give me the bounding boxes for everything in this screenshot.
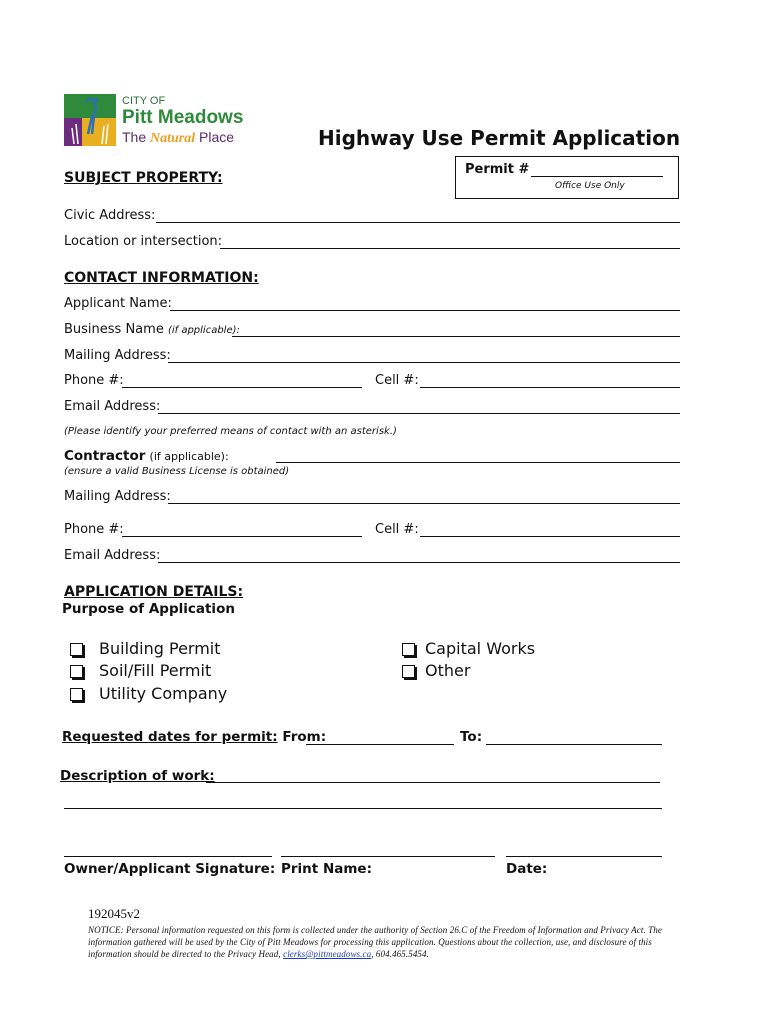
cell-field[interactable] — [420, 387, 680, 388]
contractor-mailing-label: Mailing Address: — [64, 489, 171, 504]
option-label: Soil/Fill Permit — [99, 661, 212, 680]
applicant-name-field[interactable] — [170, 310, 680, 311]
contractor-phone-label: Phone #: — [64, 522, 124, 537]
logo-city-of: CITY OF — [122, 95, 166, 107]
to-date-field[interactable] — [486, 744, 662, 745]
checkbox-icon[interactable] — [70, 643, 83, 656]
location-label: Location or intersection: — [64, 234, 223, 249]
permit-number-label: Permit # — [465, 162, 530, 177]
option-utility-company[interactable] — [70, 684, 227, 704]
contact-heading: CONTACT INFORMATION: — [64, 270, 259, 286]
mailing-address-field[interactable] — [168, 362, 680, 363]
contractor-mailing-field[interactable] — [168, 503, 680, 504]
logo-tagline — [122, 129, 234, 147]
contractor-email-field[interactable] — [158, 562, 680, 563]
option-soil-fill-permit[interactable] — [70, 661, 211, 681]
requested-dates-label — [62, 729, 326, 745]
checkbox-icon[interactable] — [402, 665, 415, 678]
phone-label: Phone #: — [64, 373, 124, 388]
option-label: Utility Company — [99, 684, 228, 703]
license-note: (ensure a valid Business License is obtained) — [64, 466, 290, 477]
from-date-field[interactable] — [306, 744, 454, 745]
application-heading: APPLICATION DETAILS: — [64, 584, 244, 600]
location-field[interactable] — [220, 248, 680, 249]
checkbox-icon[interactable] — [402, 643, 415, 656]
logo-tag-natural: Natural — [150, 131, 196, 146]
logo-tag-the: The — [122, 129, 147, 145]
business-name-text: Business Name — [64, 322, 164, 337]
checkbox-icon[interactable] — [70, 688, 83, 701]
contractor-cell-label: Cell #: — [375, 522, 419, 537]
email-label: Email Address: — [64, 399, 161, 414]
phone-field[interactable] — [122, 387, 362, 388]
heron-logo-icon — [64, 94, 116, 146]
option-label: Capital Works — [425, 639, 536, 658]
owner-signature-label: Owner/Applicant Signature: — [64, 861, 276, 877]
contractor-email-label: Email Address: — [64, 548, 161, 563]
option-label: Building Permit — [99, 639, 221, 658]
applicant-name-label: Applicant Name: — [64, 296, 172, 311]
logo-tag-place: Place — [199, 129, 235, 145]
dates-label: Requested dates for permit: — [62, 729, 278, 745]
office-use-note: Office Use Only — [555, 181, 625, 191]
business-name-label — [64, 322, 240, 339]
city-logo — [64, 94, 274, 150]
page-title: Highway Use Permit Application — [318, 126, 681, 150]
business-name-note: (if applicable): — [167, 325, 240, 336]
date-line[interactable] — [506, 856, 662, 857]
permit-number-field[interactable] — [531, 176, 663, 177]
print-name-line[interactable] — [281, 856, 495, 857]
option-label: Other — [425, 661, 471, 680]
civic-address-label: Civic Address: — [64, 208, 156, 223]
signature-line[interactable] — [64, 856, 272, 857]
contractor-label — [64, 448, 229, 465]
purpose-label: Purpose of Application — [62, 601, 235, 617]
mailing-address-label: Mailing Address: — [64, 348, 171, 363]
notice-text: NOTICE: Personal information requested on this form is collected under the authority of Section 26.C of the Freedom of Information and Privacy Act. The information gathered will be used by the City of Pitt Meadows for processing this application. Questions about the collection, use, and disclosure of this information should be directed to the Privacy Head, — [88, 925, 662, 959]
print-name-label: Print Name: — [281, 861, 372, 877]
from-label: From: — [282, 729, 327, 745]
privacy-phone: , 604.465.5454. — [371, 949, 429, 959]
privacy-notice — [88, 924, 678, 960]
option-building-permit[interactable] — [70, 639, 221, 659]
business-name-field[interactable] — [232, 336, 680, 337]
contractor-text: Contractor — [64, 448, 146, 464]
description-field-line-1[interactable] — [206, 782, 660, 783]
permit-box — [455, 156, 679, 199]
contractor-cell-field[interactable] — [420, 536, 680, 537]
form-code: 192045v2 — [88, 906, 140, 921]
contractor-field[interactable] — [276, 462, 680, 463]
description-field-line-2[interactable] — [64, 808, 662, 809]
email-field[interactable] — [158, 413, 680, 414]
description-label: Description of work: — [60, 768, 215, 784]
subject-property-heading: SUBJECT PROPERTY: — [64, 170, 223, 186]
contractor-phone-field[interactable] — [122, 536, 362, 537]
date-label: Date: — [506, 861, 548, 877]
contractor-note: (if applicable): — [149, 450, 229, 463]
option-other[interactable] — [402, 661, 470, 681]
contact-preference-note: (Please identify your preferred means of contact with an asterisk.) — [64, 426, 397, 437]
privacy-email-link[interactable]: clerks@pittmeadows.ca — [283, 949, 372, 959]
to-label: To: — [460, 729, 483, 745]
checkbox-icon[interactable] — [70, 665, 83, 678]
civic-address-field[interactable] — [156, 222, 680, 223]
cell-label: Cell #: — [375, 373, 419, 388]
option-capital-works[interactable] — [402, 639, 535, 659]
logo-name: Pitt Meadows — [122, 107, 244, 128]
